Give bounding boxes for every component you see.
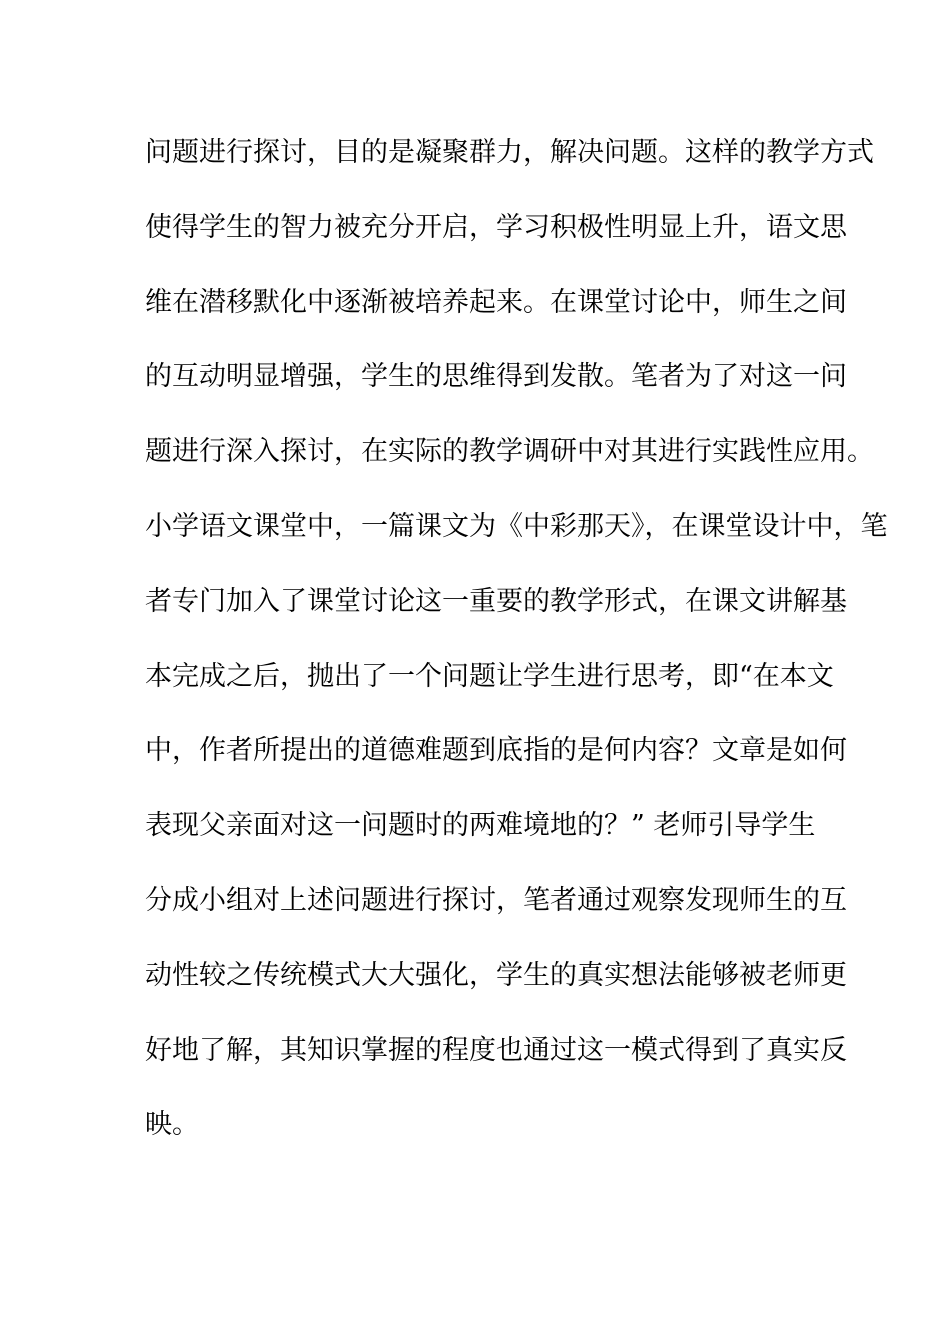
text-line: 题进行深入探讨，在实际的教学调研中对其进行实践性应用。 — [145, 436, 874, 468]
text-line: 映。 — [145, 1109, 199, 1141]
text-line: 表现父亲面对这一问题时的两难境地的？” 老师引导学生 — [145, 810, 816, 842]
text-line: 的互动明显增强，学生的思维得到发散。笔者为了对这一问 — [145, 361, 847, 393]
text-line: 使得学生的智力被充分开启，学习积极性明显上升，语文思 — [145, 211, 847, 243]
text-line: 者专门加入了课堂讨论这一重要的教学形式，在课文讲解基 — [145, 585, 847, 617]
text-line: 好地了解，其知识掌握的程度也通过这一模式得到了真实反 — [145, 1034, 847, 1066]
text-line: 维在潜移默化中逐渐被培养起来。在课堂讨论中，师生之间 — [145, 286, 847, 318]
text-line: 动性较之传统模式大大强化，学生的真实想法能够被老师更 — [145, 959, 847, 991]
text-line: 问题进行探讨，目的是凝聚群力，解决问题。这样的教学方式 — [145, 137, 874, 168]
body-text — [145, 127, 888, 1174]
text-line: 小学语文课堂中，一篇课文为《中彩那天》，在课堂设计中，笔 — [145, 510, 888, 542]
text-line: 中，作者所提出的道德难题到底指的是何内容？文章是如何 — [145, 735, 847, 767]
text-line: 本完成之后，抛出了一个问题让学生进行思考，即“在本文 — [145, 660, 834, 692]
text-line: 分成小组对上述问题进行探讨，笔者通过观察发现师生的互 — [145, 884, 847, 916]
